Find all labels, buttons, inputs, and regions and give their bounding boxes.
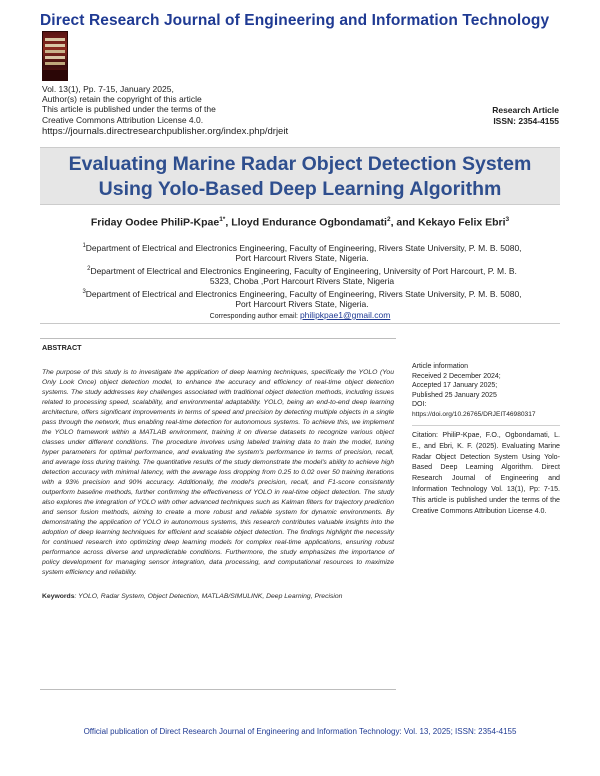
article-type: Research Article: [492, 105, 559, 115]
affiliation-line: Department of Electrical and Electronics Engineering, Faculty of Engineering, Rivers State University, P. M. B. 5080,: [85, 242, 522, 253]
corresponding-author: [40, 310, 560, 320]
author-separator: , and: [390, 216, 418, 229]
copyright-line: Author(s) retain the copyright of this article: [42, 94, 202, 105]
author-email-link[interactable]: philipkpae1@gmail.com: [299, 310, 391, 320]
author-separator: ,: [225, 216, 232, 229]
paper-title: [40, 148, 560, 202]
affiliation: [46, 264, 558, 287]
received-date: Received 2 December 2024;: [412, 372, 501, 380]
paper-title-line-2: Using Yolo-Based Deep Learning Algorithm: [98, 178, 502, 200]
issn: ISSN: 2354-4155: [493, 116, 559, 126]
affiliation-line: Department of Electrical and Electronics Engineering, Faculty of Engineering, University of Port Harcourt, P. M. B.: [90, 265, 517, 276]
license-line: This article is published under the terms of the: [42, 104, 216, 115]
affiliation-line: Port Harcourt Rivers State, Nigeria.: [235, 253, 369, 264]
keywords-label: Keywords: [42, 593, 75, 600]
abstract-heading: ABSTRACT: [42, 343, 82, 352]
affiliation: [46, 241, 558, 264]
published-date: Published 25 January 2025: [412, 391, 497, 399]
paper-title-line-1: Evaluating Marine Radar Object Detection System: [68, 153, 532, 175]
header-divider: [40, 323, 560, 324]
license-line-2: Creative Commons Attribution License 4.0.: [42, 114, 204, 125]
abstract-section: [40, 338, 396, 690]
affiliation-mark: 1: [82, 243, 86, 249]
journal-title: Direct Research Journal of Engineering and Information Technology: [40, 12, 550, 29]
doi-link[interactable]: https://doi.org/10.26765/DRJEIT46980317: [412, 410, 536, 418]
author-name: Kekayo Felix Ebri: [418, 216, 506, 229]
publication-meta: [42, 84, 342, 138]
author-name: Friday Oodee PhiliP-Kpae: [90, 216, 220, 229]
affiliation-line: Port Harcourt Rivers State, Nigeria.: [235, 299, 369, 310]
author-affil-mark: 3: [505, 216, 510, 223]
accepted-date: Accepted 17 January 2025;: [412, 382, 498, 390]
author-list: [40, 216, 560, 229]
article-type-block: [492, 105, 559, 127]
author-affil-mark: 1*: [219, 216, 226, 223]
affiliation-line: Department of Electrical and Electronics Engineering, Faculty of Engineering, Rivers State University, P. M. B. 5080,: [85, 288, 522, 299]
affiliation: [46, 287, 558, 310]
keywords-list: : YOLO, Radar System, Object Detection, MATLAB/SIMULINK, Deep Learning, Precision: [74, 593, 343, 600]
citation-text: Citation: PhiliP-Kpae, F.O., Ogbondamati, L. E., and Ebri, K. F. (2025). Evaluating Marine Radar Object Detection System Using Yolo-Based Deep Learning Algorithm. Direct Research Journal of Engineering and Information Technology Vol. 13(1), Pp: 7-15. This article is published under the terms of the Creative Commons Attribution License 4.0.: [412, 425, 560, 516]
journal-url-link[interactable]: https://journals.directresearchpublisher.org/index.php/drjeit: [42, 125, 289, 137]
author-name: Lloyd Endurance Ogbondamati: [231, 216, 387, 229]
article-information: [412, 362, 562, 420]
affiliation-line: 5323, Choba ,Port Harcourt Rivers State, Nigeria: [209, 276, 395, 287]
author-affil-mark: 2: [386, 216, 391, 223]
journal-cover-image: [42, 31, 68, 81]
affiliation-mark: 3: [82, 289, 86, 295]
keywords: [42, 592, 394, 602]
abstract-text: The purpose of this study is to investigate the application of deep learning techniques, specifically the YOLO (You Only Look Once) object detection model, to enhance the accuracy and efficiency of real-time object detection systems. The study addresses key challenges associated with traditional object detection methods, including issues related to processing speed, scalability, and environmental adaptability. YOLO, being an end-to-end deep learning architecture, offers significant improvements in terms of speed and precision by detecting multiple objects in a single pass through the network, thus enabling real-time detection for autonomous systems. To achieve this, we implement the YOLO framework within a MATLAB environment, training it on diverse datasets to recognize various object classes under different conditions. The procedure involves using labeled training data to train the model, tuning hyper parameters for optimal performance, and evaluating the system's performance in terms of precision, recall, and average loss during training. The quantitative results of the study demonstrate the model's ability to achieve high detection accuracy with minimal latency, with the average loss dropping from 0.25 to 0.02 over 50 training iterations with a 93% precision and 90% accuracy. Additionally, the model's precision, recall, and F1-score consistently outperform baseline methods, further confirming the effectiveness of YOLO in real-time object detection. The study also explores the integration of YOLO with other advanced techniques such as Kalman filters for trajectory prediction and sensor fusion methods, aiming to create a more robust and reliable system for dynamic environments. By demonstrating the application of YOLO in autonomous systems, this research contributes valuable insights into the adoption of deep learning techniques for efficient and scalable object detection. The findings highlight the necessity for continued research into optimizing deep learning models for complex real-time applications, ensuring robust performance across diverse and unpredictable conditions. Furthermore, the study emphasizes the importance of policy development for managing sensor integration, data processing, and computational resources to maximize system efficiency and reliability.: [42, 369, 394, 576]
paper-title-band: [40, 147, 560, 205]
page-footer: Official publication of Direct Research Journal of Engineering and Information Technology: Vol. 13, 2025; ISSN: 2354-4155: [83, 727, 517, 736]
affiliation-mark: 2: [87, 266, 91, 272]
corresponding-label: Corresponding author email:: [209, 313, 298, 320]
volume-line: Vol. 13(1), Pp. 7-15, January 2025,: [42, 84, 174, 94]
article-info-heading: Article information: [412, 363, 469, 370]
doi-label: DOI:: [412, 401, 427, 409]
